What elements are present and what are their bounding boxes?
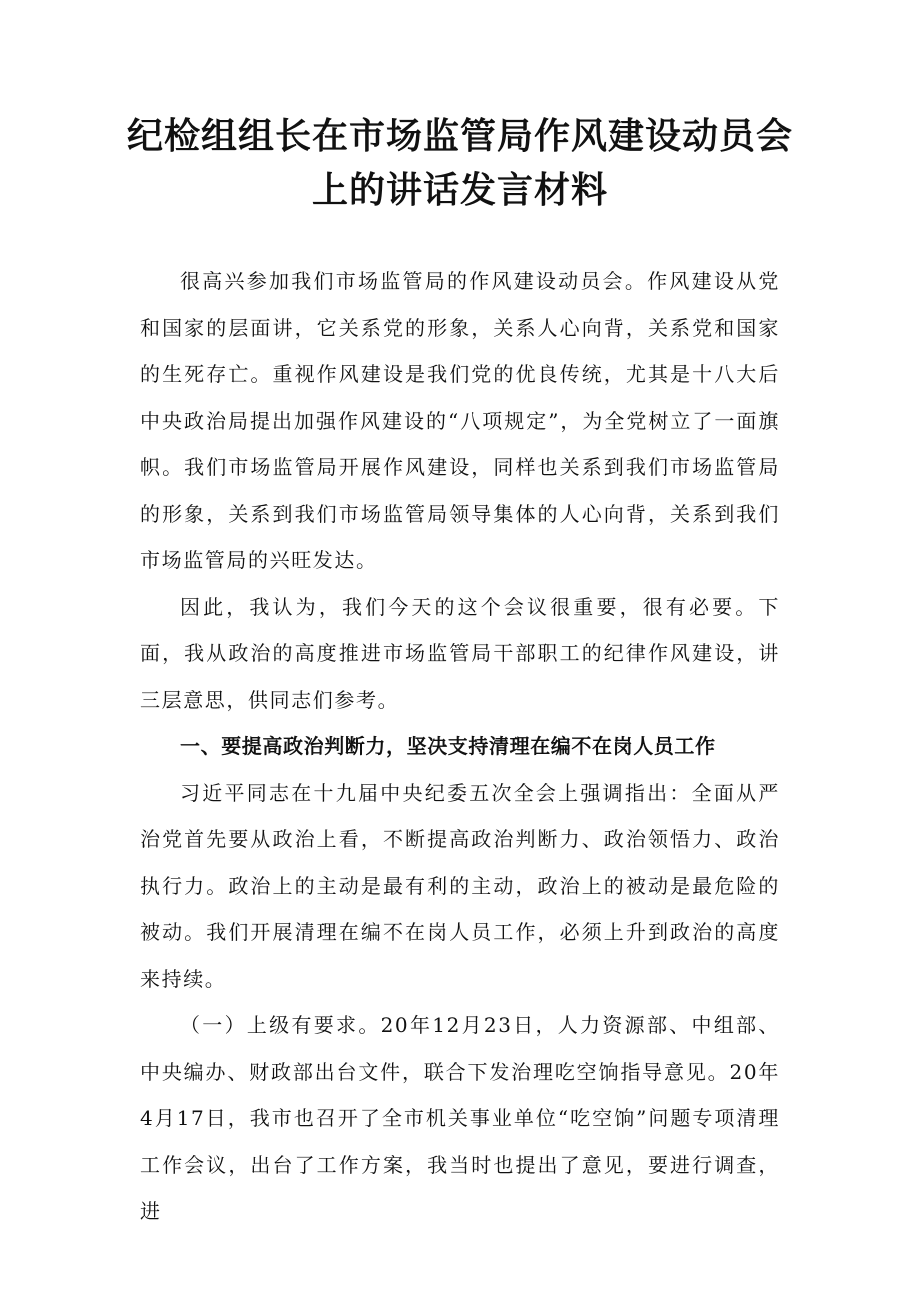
paragraph-2: 因此，我认为，我们今天的这个会议很重要，很有必要。下面，我从政治的高度推进市场监管局干部职工的纪律作风建设，讲三层意思，供同志们参考。 (140, 594, 780, 712)
title-line-1: 纪检组组长在市场监管局作风建设动员会 (126, 116, 793, 157)
document-title (120, 110, 800, 218)
section-heading-1: 一、要提高政治判断力，坚决支持清理在编不在岗人员工作 (180, 734, 716, 758)
document-body (140, 258, 780, 1235)
paragraph-1: 很高兴参加我们市场监管局的作风建设动员会。作风建设从党和国家的层面讲，它关系党的形象，关系人心向背，关系党和国家的生死存亡。重视作风建设是我们党的优良传统，尤其是十八大后中央政治局提出加强作风建设的“八项规定”，为全党树立了一面旗帜。我们市场监管局开展作风建设，同样也关系到我们市场监管局的形象，关系到我们市场监管局领导集体的人心向背，关系到我们市场监管局的兴旺发达。 (140, 269, 780, 572)
paragraph-4: （一）上级有要求。20年12月23日，人力资源部、中组部、中央编办、财政部出台文件，联合下发治理吃空饷指导意见。20年4月17日，我市也召开了全市机关事业单位“吃空饷”问题专项清理工作会议，出台了工作方案，我当时也提出了意见，要进行调查，进 (140, 1013, 780, 1223)
paragraph-3: 习近平同志在十九届中央纪委五次全会上强调指出：全面从严治党首先要从政治上看，不断提高政治判断力、政治领悟力、政治执行力。政治上的主动是最有利的主动，政治上的被动是最危险的被动。我们开展清理在编不在岗人员工作，必须上升到政治的高度来持续。 (140, 780, 780, 991)
title-line-2: 上的讲话发言材料 (311, 170, 608, 211)
